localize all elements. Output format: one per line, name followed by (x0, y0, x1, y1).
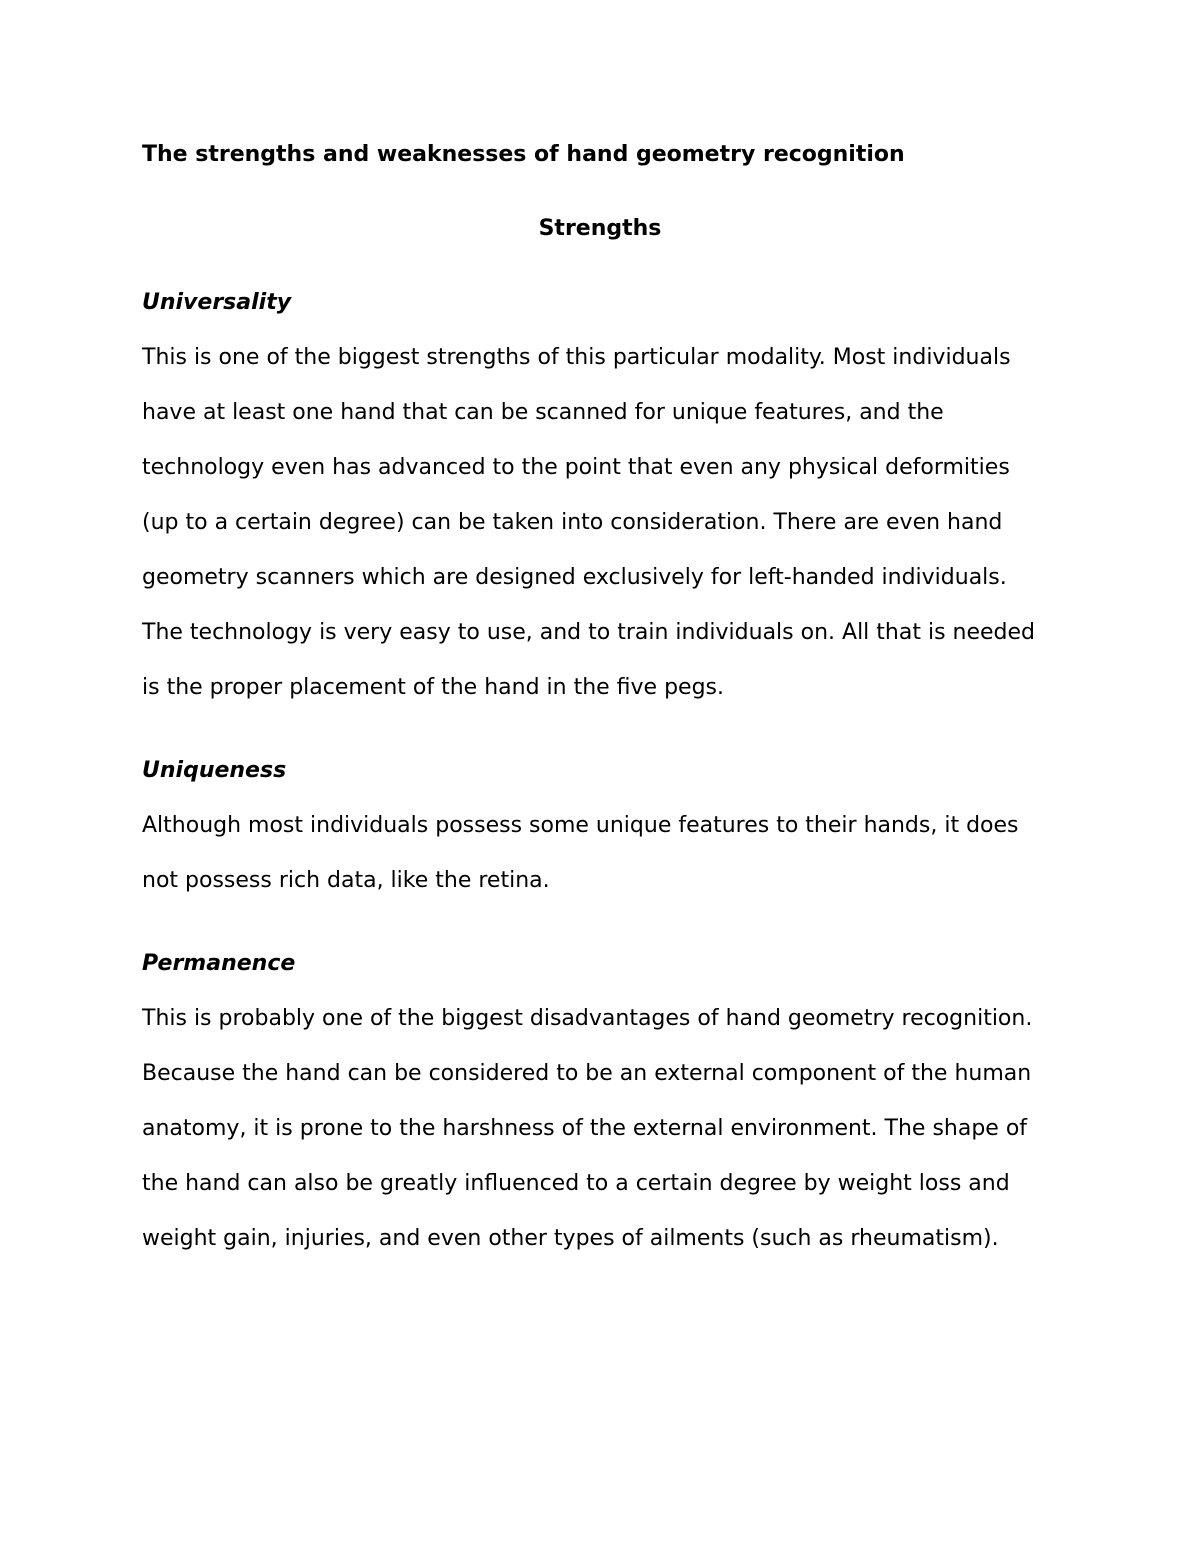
paragraph-universality: This is one of the biggest strengths of this particular modality. Most individuals have at least one hand that can be scanned for unique features, and the technology even has advanced to the point that even any physical deformities (up to a certain degree) can be taken into consideration. There are even hand geometry scanners which are designed exclusively for left-handed individuals. The technology is very easy to use, and to train individuals on. All that is needed is the proper placement of the hand in the five pegs. (142, 345, 1035, 700)
subheading-permanence: Permanence (142, 951, 296, 976)
section-heading-strengths: Strengths (538, 216, 662, 241)
paragraph-permanence: This is probably one of the biggest disadvantages of hand geometry recognition. Because the hand can be considered to be an external component of the human anatomy, it is prone to the harshness of the external environment. The shape of the hand can also be greatly influenced to a certain degree by weight loss and weight gain, injuries, and even other types of ailments (such as rheumatism). (142, 1006, 1033, 1251)
subheading-universality: Universality (142, 290, 292, 315)
document-content (142, 137, 1062, 1266)
paragraph-uniqueness: Although most individuals possess some unique features to their hands, it does not possess rich data, like the retina. (142, 813, 1019, 893)
subheading-uniqueness: Uniqueness (142, 758, 287, 783)
document-title: The strengths and weaknesses of hand geometry recognition (142, 142, 905, 167)
